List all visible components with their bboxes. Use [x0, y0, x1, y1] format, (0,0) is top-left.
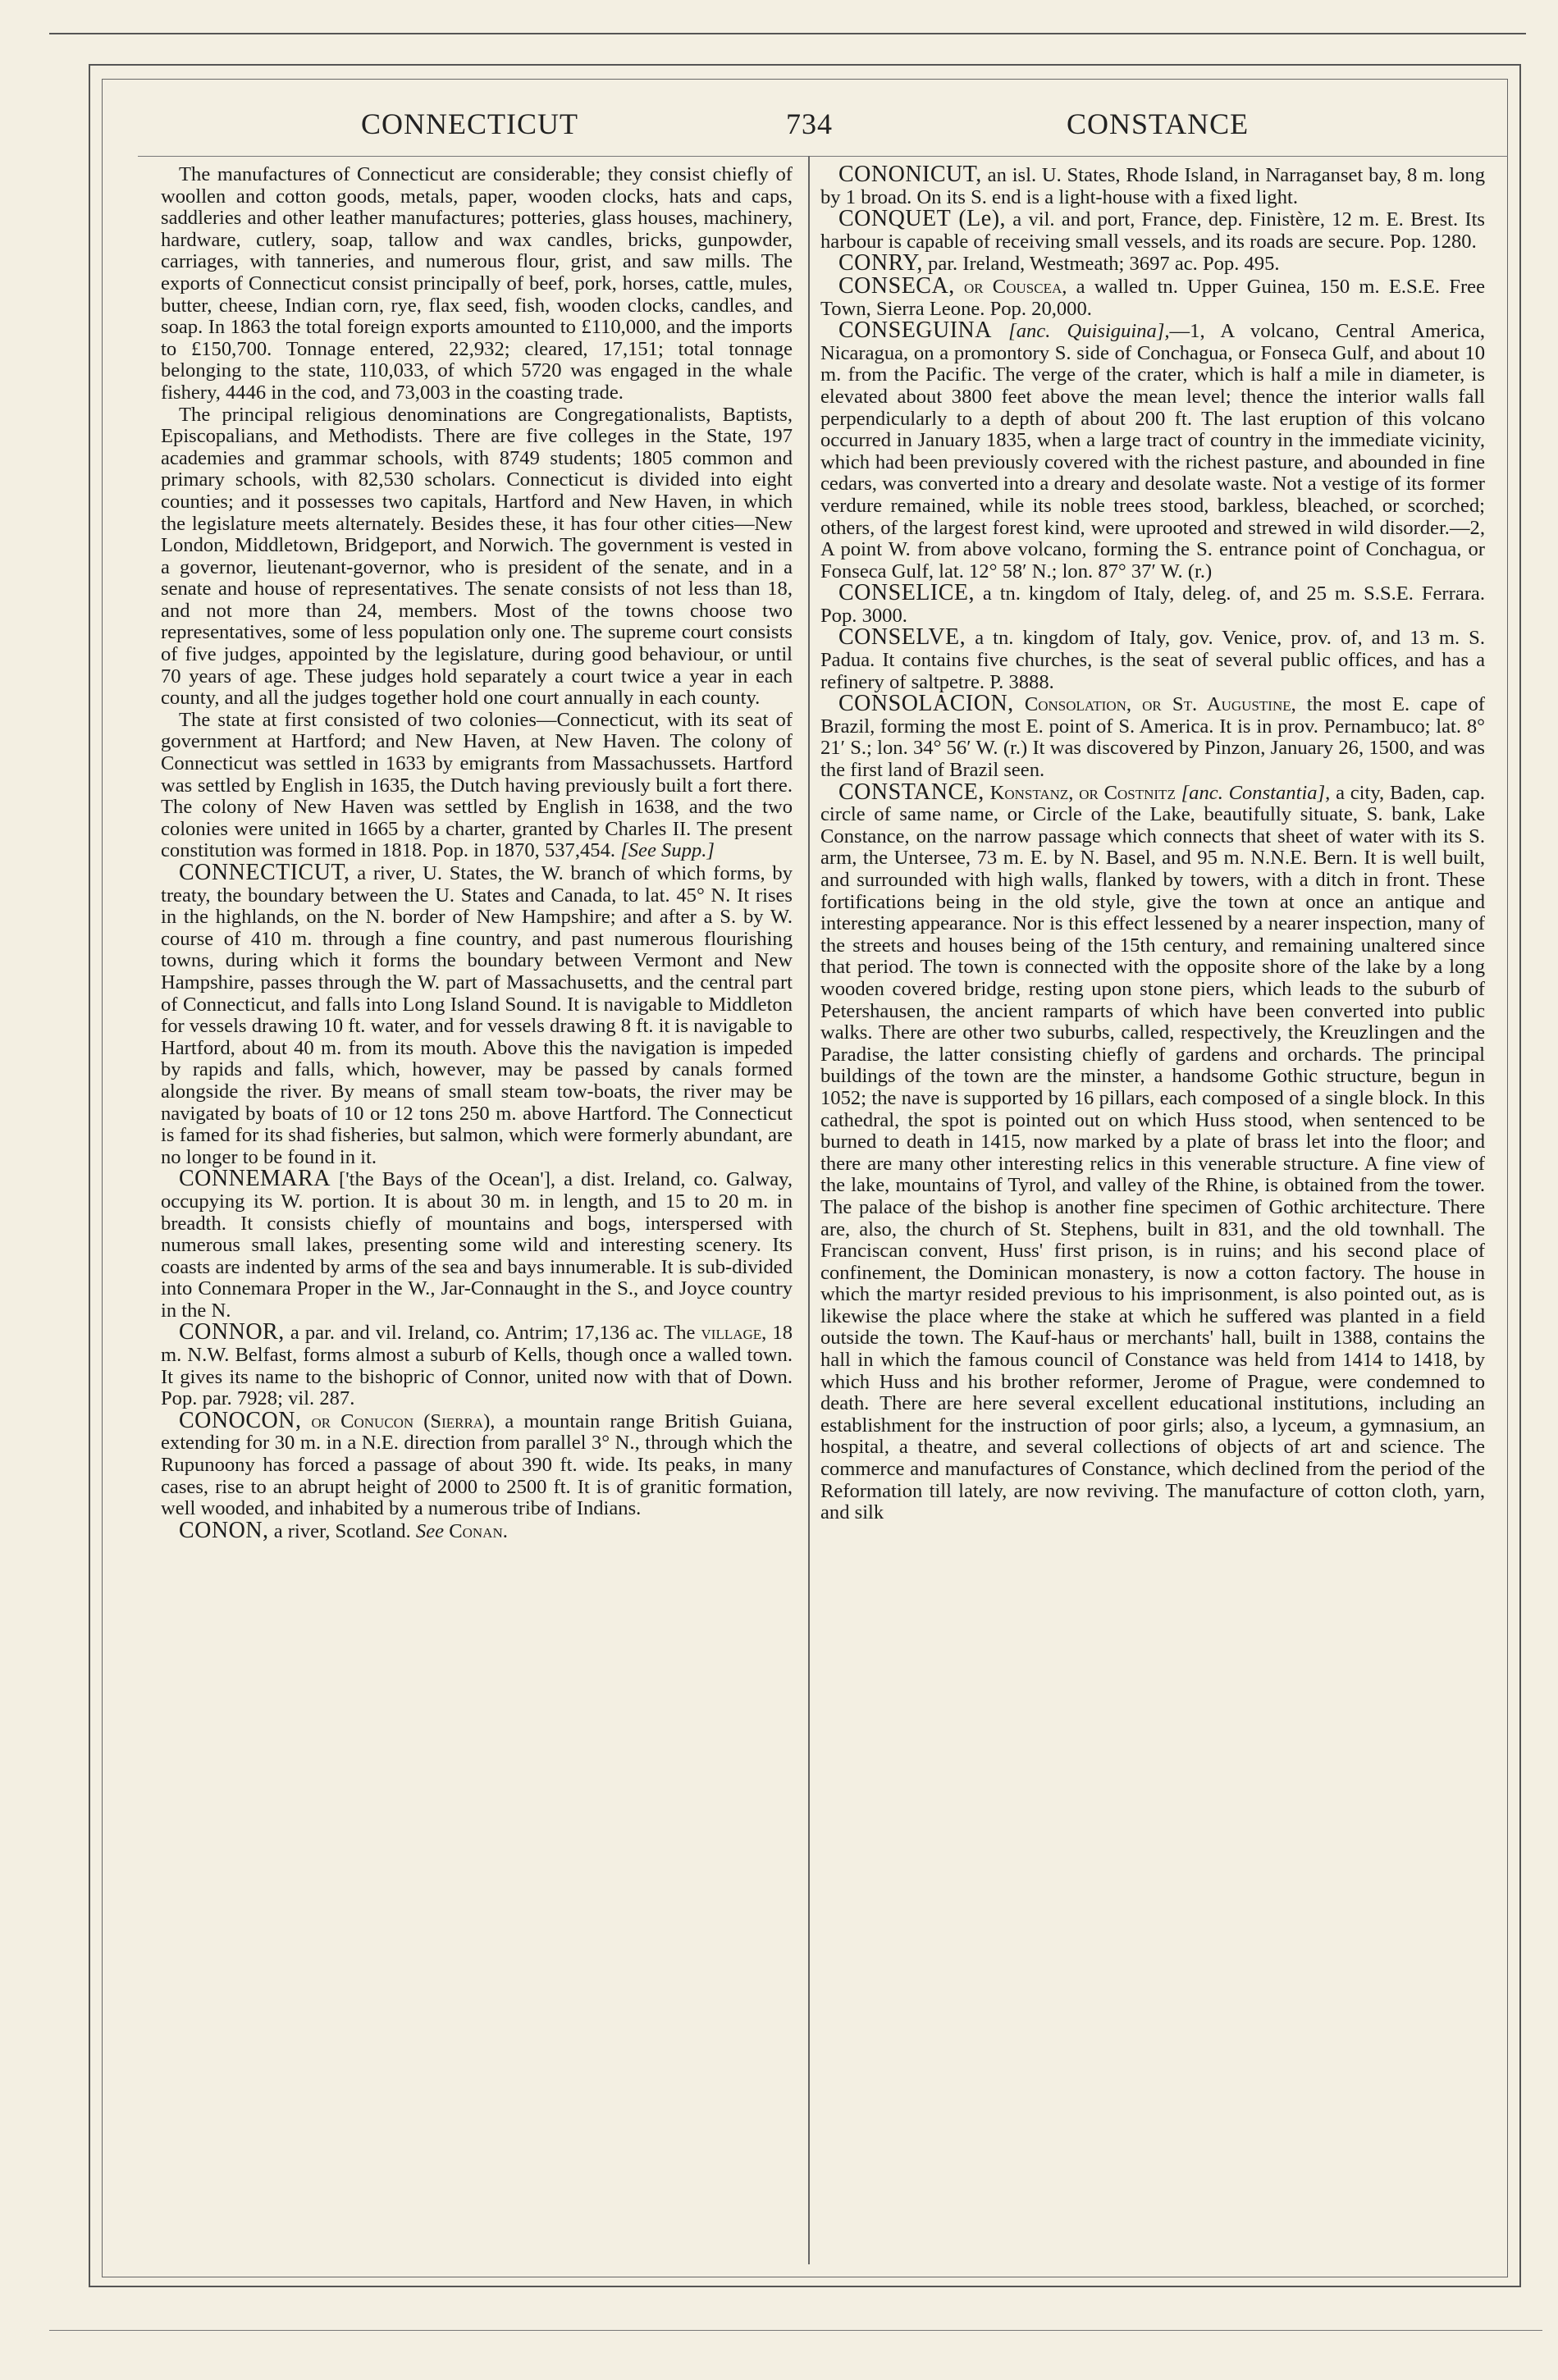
entry-conselve [820, 624, 1485, 693]
alternate-name: Consolation, or St. Augustine, [1024, 693, 1296, 716]
paragraph-history [161, 710, 793, 862]
header-rule [138, 156, 1508, 157]
headword: CONSEGUINA [838, 317, 992, 344]
page-number: 734 [786, 107, 833, 140]
headword: CONSELVE, [838, 624, 966, 651]
entry-text: a river, U. States, the W. branch of which forms, by treaty, the boundary between the U. States and Canada, to lat. 45° N. It rises in the highlands, on the N. border of New Hampshire; and after a S. by W. course of 410 m. through a fine country, and past numerous flourishing towns, during which it forms the boundary between Vermont and New Hampshire, passes through the W. part of Massachusetts, and the central part of Connecticut, and falls into Long Island Sound. It is navigable to Middleton for vessels drawing 10 ft. water, and for vessels drawing 8 ft. it is navigable to Hartford, about 40 m. from its mouth. Above this the navigation is impeded by rapids and falls, which, however, may be passed by canals formed alongside the river. By means of small steam tow-boats, the river may be navigated by boats of 10 or 12 tons 250 m. above Hartford. The Connecticut is famed for its shad fisheries, but salmon, which were formerly abundant, are no longer to be found in it. [161, 862, 793, 1168]
cross-reference: Conan. [449, 1519, 508, 1542]
entry-text: a tn. kingdom of Italy, gov. Venice, prov. of, and 13 m. S. Padua. It contains five churches, is the seat of several public offices, and has a refinery of saltpetre. P. 3888. [820, 627, 1485, 693]
ancient-name: [anc. Quisiguina], [1008, 320, 1170, 343]
headword: CONSECA, [838, 272, 955, 299]
ancient-name: [anc. Constantia], [1181, 781, 1331, 804]
entry-text-continued: 18 m. N.W. Belfast, forms almost a suburb of Kells, though once a walled town. It gives its name to the bishopric of Connor, united now with that of Down. Pop. par. 7928; vil. 287. [161, 1322, 793, 1410]
entry-text: a city, Baden, cap. circle of same name, or Circle of the Lake, beautifully situate, S. bank, Lake Constance, on the narrow passage which connects that sheet of water with its S. arm, the Untersee, 73 m. E. by N. Basel, and 95 m. N.N.E. Bern. It is well built, and surrounded with high walls, flanked by towers, with a ditch in front. These fortifications being in the old style, give the town at once an antique and interesting appearance. Nor is this effect lessened by a nearer inspection, many of the streets and houses being of the 15th century, and remaining unaltered since that period. The town is connected with the opposite shore of the lake by a long wooden covered bridge, resting upon stone piers, which leads to the suburb of Petershausen, the ancient ramparts of which have been converted into public walks. There are other two suburbs, called, respectively, the Kreuzlingen and the Paradise, the latter consisting chiefly of gardens and orchards. The principal buildings of the town are the minster, a handsome Gothic structure, begun in 1052; the nave is supported by 16 pillars, each composed of a single block. In this cathedral, the spot is pointed out on which Huss stood, when sentenced to be burned to death in 1415, now marked by a plate of brass let into the floor; and there are many other interesting relics in this venerable structure. A fine view of the lake, mountains of Tyrol, and valley of the Rhine, is obtained from the tower. The palace of the bishop is another fine specimen of Gothic architecture. There are, also, the church of St. Stephens, built in 831, and the old townhall. The Franciscan convent, Huss' first prison, is in ruins; and his second place of confinement, the Dominican monastery, is now a cotton factory. The house in which the martyr resided previous to his imprisonment, is also pointed out, as is likewise the place where the stake at which he suffered was planted in a field outside the town. The Kauf-haus or merchants' hall, built in 1388, contains the hall in which the famous council of Constance was held from 1414 to 1418, by which Huss and his brother reformer, Jerome of Prague, were condemned to death. There are here several excellent educational institutions, including an establishment for the instruction of poor girls; also, a lyceum, a gymnasium, an hospital, a theatre, and several collections of objects of art and science. The commerce and manufactures of Constance, which declined from the period of the Reformation till lately, are now reviving. The manufacture of cotton cloth, yarn, and silk [820, 781, 1485, 1524]
entry-text: a mountain range British Guiana, extending for 30 m. in a N.E. direction from parallel 3° N., through which the Rupunoony has forced a passage of about 390 ft. wide. Its peaks, in many cases, rise to an abrupt height of 2000 to 2500 ft. It is of granitic formation, well wooded, and inhabited by a numerous tribe of Indians. [161, 1409, 793, 1520]
headword: CONONICUT, [838, 162, 982, 187]
entry-conselice [820, 582, 1485, 627]
paragraph-manufactures: The manufactures of Connecticut are considerable; they consist chiefly of woollen and cotton goods, metals, paper, wooden clocks, hats and caps, saddleries and other leather manufactures; potteries, glass houses, machinery, hardware, cutlery, soap, tallow and wax candles, bricks, gunpowder, carriages, with tanneries, and numerous flour, grist, and saw mills. The exports of Connecticut consist principally of beef, pork, horses, cattle, mules, butter, cheese, Indian corn, rye, flax seed, fish, wooden clocks, candles, and soap. In 1863 the total foreign exports amounted to £110,000, and the imports to £150,700. Tonnage entered, 22,932; cleared, 17,151; total tonnage belonging to the state, 110,033, of which 5720 was engaged in the whale fishery, 4446 in the cod, and 73,003 in the coasting trade. [161, 163, 793, 404]
alternate-name: or Conucon (Sierra), [311, 1409, 496, 1432]
village-label: village, [701, 1322, 767, 1345]
entry-conon [161, 1517, 793, 1543]
entry-text: par. Ireland, Westmeath; 3697 ac. Pop. 495. [928, 253, 1280, 276]
entry-constance [820, 779, 1485, 1524]
entry-connecticut-river [161, 862, 793, 1168]
running-head-left: CONNECTICUT [361, 107, 578, 140]
entry-text: a tn. kingdom of Italy, deleg. of, and 25 m. S.S.E. Ferrara. Pop. 3000. [820, 582, 1485, 627]
entry-conocon [161, 1407, 793, 1520]
entry-text: a vil. and port, France, dep. Finistère, 12 m. E. Brest. Its harbour is capable of receiving small vessels, and its roads are secure. Pop. 1280. [820, 208, 1485, 253]
entry-conseca [820, 272, 1485, 320]
entry-text: a par. and vil. Ireland, co. Antrim; 17,136 ac. The [290, 1322, 696, 1345]
headword: CONSELICE, [838, 580, 975, 606]
entry-text: an isl. U. States, Rhode Island, in Narraganset bay, 8 m. long by 1 broad. On its S. end is a light-house with a fixed light. [820, 164, 1485, 208]
headword: CONQUET (Le), [838, 206, 1007, 232]
entry-cononicut [820, 164, 1485, 208]
alternate-name: Konstanz, or Costnitz [989, 781, 1176, 804]
entry-text: a river, Scotland. [273, 1519, 411, 1542]
running-head-right: CONSTANCE [1067, 107, 1250, 140]
headword: CONNECTICUT, [179, 860, 350, 885]
entry-conquet [820, 208, 1485, 253]
entry-conry [820, 250, 1485, 276]
column-divider [808, 156, 810, 2264]
entry-text: ['the Bays of the Ocean'], a dist. Ireland, co. Galway, occupying its W. portion. It is about 30 m. in length, and 15 to 20 m. in breadth. It consists chiefly of mountains and bogs, interspersed with numerous small lakes, presenting some wild and interesting scenery. Its coasts are indented by arms of the sea and bays innumerable. It is sub-divided into Connemara Proper in the W., Jar-Connaught in the S., and Joyce country in the N. [161, 1168, 793, 1322]
see-label: See [415, 1519, 445, 1542]
entry-text: the most E. cape of Brazil, forming the most E. point of S. America. It is in prov. Pernambuco; lat. 8° 21′ S.; lon. 34° 56′ W. (r.) It was discovered by Pinzon, January 26, 1500, and was the first land of Brazil seen. [820, 693, 1485, 782]
entry-conseguina [820, 317, 1485, 582]
entry-text: —1, A volcano, Central America, Nicaragua, on a promontory S. side of Conchagua, or Fonseca Gulf, and about 10 m. from the Pacific. The verge of the crater, which is half a mile in diameter, is elevated about 3800 feet above the mean level; thence the interior walls fall perpendicularly to a depth of about 200 ft. The last eruption of this volcano occurred in January 1835, when a large tract of country in the immediate vicinity, which had been previously covered with the richest pasture, and abounded in fine cedars, was converted into a dreary and desolate waste. Not a vestige of its former verdure remained, while its noble trees stood, barkless, bleached, or scorched; others, of the largest forest kind, were uprooted and strewed in wild disorder.—2, A point W. from above volcano, forming the S. entrance point of Conchagua, or Fonseca Gulf, lat. 12° 58′ N.; lon. 87° 37′ W. (r.) [820, 320, 1485, 582]
headword: CONNEMARA [179, 1166, 331, 1192]
headword: CONRY, [838, 250, 923, 276]
headword: CONON, [179, 1517, 269, 1543]
alternate-name: or Couscea, [963, 275, 1067, 298]
paragraph-religion-government: The principal religious denominations are Congregationalists, Baptists, Episcopalians, and Methodists. There are five colleges in the State, 197 academies and grammar schools, with 8749 students; 1805 common and primary schools, with 82,530 scholars. Connecticut is divided into eight counties; and it possesses two capitals, Hartford and New Haven, in which the legislature meets alternately. Besides these, it has four other cities—New London, Middletown, Bridgeport, and Norwich. The government is vested in a governor, lieutenant-governor, who is president of the senate, and in a senate and house of representatives. The senate consists of not less than 18, and not more than 24, members. Most of the towns choose two representatives, some of less population only one. The supreme court consists of five judges, appointed by the legislature, during good behaviour, or until 70 years of age. These judges hold separately a court twice a year in each county, and all the judges together hold one court annually in each county. [161, 403, 793, 710]
entry-consolacion [820, 693, 1485, 781]
headword: CONSTANCE, [838, 779, 985, 805]
entry-connemara [161, 1168, 793, 1322]
top-rule [49, 33, 1526, 34]
headword: CONNOR, [179, 1319, 285, 1345]
entry-connor [161, 1319, 793, 1410]
headword: CONSOLACION, [838, 691, 1014, 717]
headword: CONOCON, [179, 1407, 302, 1433]
bottom-rule [49, 2330, 1542, 2331]
left-column [161, 164, 793, 1542]
right-column [820, 164, 1485, 1524]
history-text: The state at first consisted of two colonies—Connecticut, with its seat of government at Hartford; and New Haven, at New Haven. The colony of Connecticut was settled in 1633 by emigrants from Massachussets. Hartford was settled by English in 1635, the Dutch having previously built a fort there. The colony of New Haven was settled by English in 1638, and the two colonies were united in 1665 by a charter, granted by Charles II. The present constitution was formed in 1818. Pop. in 1870, 537,454. [161, 708, 793, 862]
supplement-reference: [See Supp.] [620, 839, 715, 862]
page-header [115, 107, 1493, 148]
entry-text: a walled tn. Upper Guinea, 150 m. E.S.E. Free Town, Sierra Leone. Pop. 20,000. [820, 275, 1485, 320]
